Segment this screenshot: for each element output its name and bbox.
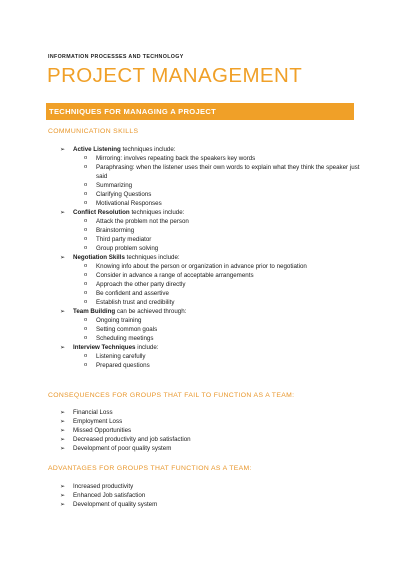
list-item: o Be confident and assertive <box>84 289 360 298</box>
list-item: o Third party mediator <box>84 235 360 244</box>
list-item: o Brainstorming <box>84 226 360 235</box>
list-item <box>60 253 360 307</box>
sub-list <box>73 352 360 370</box>
list-item: o Knowing info about the person or organization in advance prior to negotiation <box>84 262 360 271</box>
list-item: ➢ Development of poor quality system <box>60 444 360 453</box>
consequences-heading: CONSEQUENCES FOR GROUPS THAT FAIL TO FUNCTION AS A TEAM: <box>48 392 295 399</box>
list-item: o Scheduling meetings <box>84 334 360 343</box>
list-item: ➢ Missed Opportunities <box>60 426 360 435</box>
item-term: Active Listening <box>73 146 121 153</box>
item-text: techniques include: <box>129 209 185 216</box>
sub-list <box>73 262 360 307</box>
list-item: o Prepared questions <box>84 361 360 370</box>
list-item: o Consider in advance a range of acceptable arrangements <box>84 271 360 280</box>
item-text: techniques include: <box>120 146 176 153</box>
list-item: o Mirroring: involves repeating back the speakers key words <box>84 154 360 163</box>
item-text: techniques include: <box>124 254 180 261</box>
list-item: o Setting common goals <box>84 325 360 334</box>
list-item: ➢ Increased productivity <box>60 482 360 491</box>
advantages-heading: ADVANTAGES FOR GROUPS THAT FUNCTION AS A TEAM: <box>48 465 252 472</box>
list-item: o Attack the problem not the person <box>84 217 360 226</box>
section-band-title: TECHNIQUES FOR MANAGING A PROJECT <box>46 103 354 120</box>
list-item: o Motivational Responses <box>84 199 360 208</box>
list-item: ➢ Development of quality system <box>60 500 360 509</box>
list-item: ➢ Decreased productivity and job satisfaction <box>60 435 360 444</box>
sub-list <box>73 217 360 253</box>
subject-label: INFORMATION PROCESSES AND TECHNOLOGY <box>48 54 184 60</box>
list-item: ➢ Enhanced Job satisfaction <box>60 491 360 500</box>
list-item: o Ongoing training <box>84 316 360 325</box>
sub-list <box>73 154 360 208</box>
list-item <box>60 307 360 343</box>
item-text: include: <box>135 344 159 351</box>
item-term: Conflict Resolution <box>73 209 130 216</box>
list-item: ➢ Employment Loss <box>60 417 360 426</box>
sub-list <box>73 316 360 343</box>
list-item <box>60 208 360 253</box>
list-item: o Paraphrasing: when the listener uses their own words to explain what they think the speaker just said <box>84 163 360 181</box>
list-item: o Approach the other party directly <box>84 280 360 289</box>
item-term: Negotiation Skills <box>73 254 125 261</box>
item-text: can be achieved through: <box>115 308 187 315</box>
advantages-list <box>60 482 360 509</box>
item-term: Interview Techniques <box>73 344 136 351</box>
list-item: o Summarizing <box>84 181 360 190</box>
list-item <box>60 145 360 208</box>
list-item: o Group problem solving <box>84 244 360 253</box>
list-item <box>60 343 360 370</box>
list-item: o Listening carefully <box>84 352 360 361</box>
list-item: o Clarifying Questions <box>84 190 360 199</box>
page-title: PROJECT MANAGEMENT <box>47 64 303 87</box>
communication-list <box>60 145 360 370</box>
item-term: Team Building <box>73 308 116 315</box>
communication-heading: COMMUNICATION SKILLS <box>48 128 139 135</box>
consequences-list <box>60 408 360 453</box>
list-item: o Establish trust and credibility <box>84 298 360 307</box>
list-item: ➢ Financial Loss <box>60 408 360 417</box>
